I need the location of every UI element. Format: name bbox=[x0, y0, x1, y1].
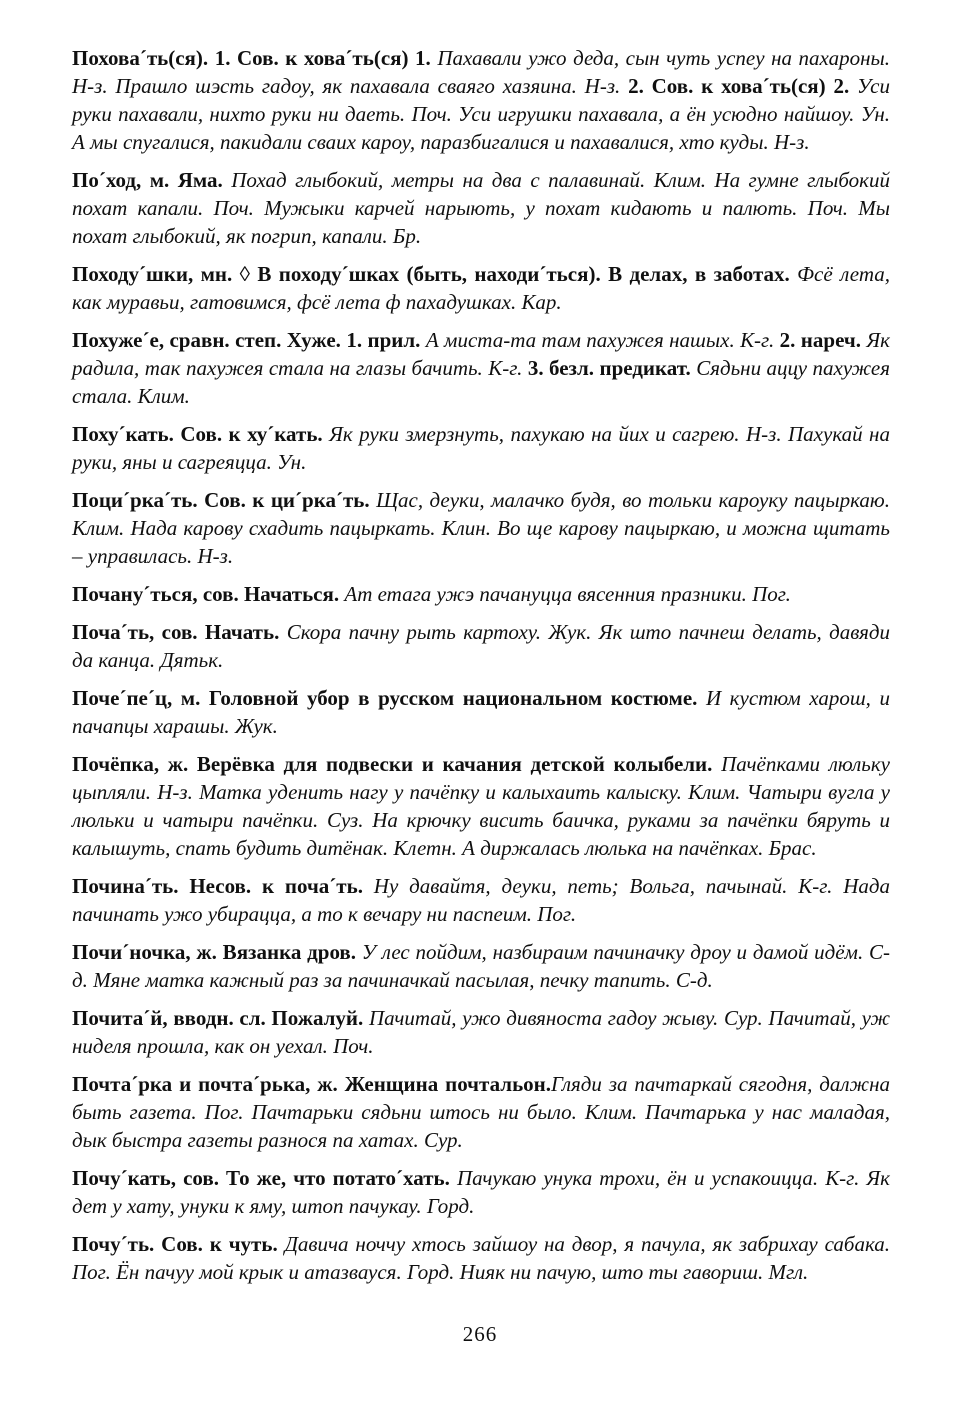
entry-headword-segment: Похова´ть(ся). 1. Сов. к хова´ть(ся) 1. bbox=[72, 46, 438, 70]
entry-example-segment: Щас, деуки, малачко будя, во тольки кароуку пацыркаю. Клим. Нада карову схадить пацыркать. Клин. Во ще карову пацыркаю, и можна щитать – управилась. Н-з. bbox=[72, 488, 890, 568]
entry-example-segment: Пачитай, ужо дивяноста гадоу жыву. Сур. Пачитай, уж ниделя прошла, как он уехал. Поч. bbox=[72, 1006, 891, 1058]
entry-headword-segment: Почина´ть. Несов. к поча´ть. bbox=[72, 874, 374, 898]
dictionary-entry bbox=[72, 1070, 890, 1154]
dictionary-entry bbox=[72, 486, 890, 570]
entries-container bbox=[72, 44, 890, 1296]
dictionary-entry bbox=[72, 872, 890, 928]
dictionary-entry bbox=[72, 260, 890, 316]
entry-example-segment: Уси руки пахавали, нихто руки ни даеть. Поч. Уси игрушки пахавала, а ён усюдно найшоу. Ун. А мы спугалися, пакидали сваих кароу, паразбигалися и пахавалися, хто куды. Н-з. bbox=[72, 74, 890, 154]
entry-headword-segment: 2. Сов. к хова´ть(ся) 2. bbox=[628, 74, 858, 98]
entry-example-segment: Давича ноччу хтось зайшоу на двор, я пачула, як забрихау сабака. Пог. Ён пачуу мой крык и атазвауся. Горд. Нияк ни пачую, што ты гавориш. Мгл. bbox=[72, 1232, 890, 1284]
entry-headword-segment: По´ход, м. Яма. bbox=[72, 168, 232, 192]
entry-headword-segment: 3. безл. предикат. bbox=[527, 356, 697, 380]
dictionary-entry bbox=[72, 1164, 890, 1220]
entry-example-segment: А миста-та там пахужея нашых. К-г. bbox=[425, 328, 780, 352]
dictionary-entry bbox=[72, 1230, 890, 1286]
entry-headword-segment: Почита´й, вводн. сл. Пожалуй. bbox=[72, 1006, 369, 1030]
entry-example-segment: И кустюм харош, и пачапцы харашы. Жук. bbox=[72, 686, 890, 738]
entry-headword-segment: Поху´кать. Сов. к ху´кать. bbox=[72, 422, 330, 446]
entry-headword-segment: Походу´шки, мн. ◊ В походу´шках (быть, находи´ться). В делах, в заботах. bbox=[72, 262, 798, 286]
entry-headword-segment: Поци´рка´ть. Сов. к ци´рка´ть. bbox=[72, 488, 377, 512]
entry-headword-segment: Почу´кать, сов. То же, что потато´хать. bbox=[72, 1166, 457, 1190]
dictionary-entry bbox=[72, 750, 890, 862]
entry-example-segment: Сядьни аццу пахужея стала. Клим. bbox=[72, 356, 890, 408]
entry-example-segment: Похад глыбокий, метры на два с палавинай. Клим. На гумне глыбокий похат капали. Поч. Мужыки карчей нарыють, у похат кидають и палють. Поч. Мы похат глыбокий, як погрип, капали. Бр. bbox=[72, 168, 890, 248]
entry-headword-segment: Почану´ться, сов. Начаться. bbox=[72, 582, 345, 606]
entry-example-segment: Пахавали ужо деда, сын чуть успеу на пахароны. Н-з. Прашло шэсть гадоу, як пахавала сваяго хазяина. Н-з. bbox=[72, 46, 890, 98]
dictionary-entry bbox=[72, 44, 890, 156]
entry-headword-segment: Почу´ть. Сов. к чуть. bbox=[72, 1232, 285, 1256]
entry-example-segment: У лес пойдим, назбираим пачиначку дроу и дамой идём. С-д. Мяне матка кажный раз за пачиначкай пасылая, печку тапить. С-д. bbox=[72, 940, 890, 992]
entry-headword-segment: Почи´ночка, ж. Вязанка дров. bbox=[72, 940, 362, 964]
entry-headword-segment: Поче´пе´ц, м. Головной убор в русском национальном костюме. bbox=[72, 686, 706, 710]
dictionary-entry bbox=[72, 580, 890, 608]
dictionary-entry bbox=[72, 938, 890, 994]
entry-example-segment: Ну давайтя, деуки, петь; Вольга, пачынай. К-г. Нада пачинать ужо убирацца, а то к вечару ни паспеим. Пог. bbox=[72, 874, 890, 926]
entry-headword-segment: Поча´ть, сов. Начать. bbox=[72, 620, 287, 644]
dictionary-entry bbox=[72, 684, 890, 740]
entry-example-segment: Пачукаю унука трохи, ён и успакоицца. К-г. Як дет у хату, унуки к яму, штоп пачукау. Горд. bbox=[72, 1166, 891, 1218]
dictionary-entry bbox=[72, 166, 890, 250]
entry-example-segment: Ат етага ужэ пачануцца вясенния празники. Пог. bbox=[344, 582, 791, 606]
entry-headword-segment: Почёпка, ж. Верёвка для подвески и качания детской колыбели. bbox=[72, 752, 722, 776]
page-footer bbox=[0, 1322, 960, 1347]
entry-example-segment: Гляди за пачтаркай сягодня, далжна быть газета. Пог. Пачтарьки сядьни штось ни было. Клим. Пачтарька у нас маладая, дык быстра газеты разнося па хатах. Сур. bbox=[72, 1072, 890, 1152]
entry-example-segment: Пачёпками люльку цыпляли. Н-з. Матка уденить нагу у пачёпку и калыхаить калыску. Клим. Чатыри вугла у люльки и чатыри пачёпки. Суз. На крючку висить баичка, руками за пачёпки бяруть и калышуть, спать будить дитёнак. Клетн. А диржалась люлька на пачёпках. Брас. bbox=[72, 752, 891, 860]
dictionary-entry bbox=[72, 326, 890, 410]
entry-headword-segment: Похуже´е, сравн. степ. Хуже. 1. прил. bbox=[72, 328, 426, 352]
dictionary-entry bbox=[72, 618, 890, 674]
entry-headword-segment: 2. нареч. bbox=[779, 328, 867, 352]
entry-headword-segment: Почта´рка и почта´рька, ж. Женщина почтальон. bbox=[72, 1072, 552, 1096]
page-number: 266 bbox=[462, 1322, 498, 1346]
entry-example-segment: Скора пачну рыть картоху. Жук. Як што пачнеш делать, давяди да канца. Дятьк. bbox=[72, 620, 891, 672]
entry-example-segment: Як руки змерзнуть, пахукаю на йих и сагрею. Н-з. Пахукай на руки, яны и сагреяцца. Ун. bbox=[72, 422, 890, 474]
entry-example-segment: Як радила, так пахужея стала на глазы бачить. К-г. bbox=[72, 328, 890, 380]
dictionary-entry bbox=[72, 420, 890, 476]
dictionary-entry bbox=[72, 1004, 890, 1060]
entry-example-segment: Фсё лета, как муравьи, гатовимся, фсё лета ф пахадушках. Кар. bbox=[72, 262, 890, 314]
